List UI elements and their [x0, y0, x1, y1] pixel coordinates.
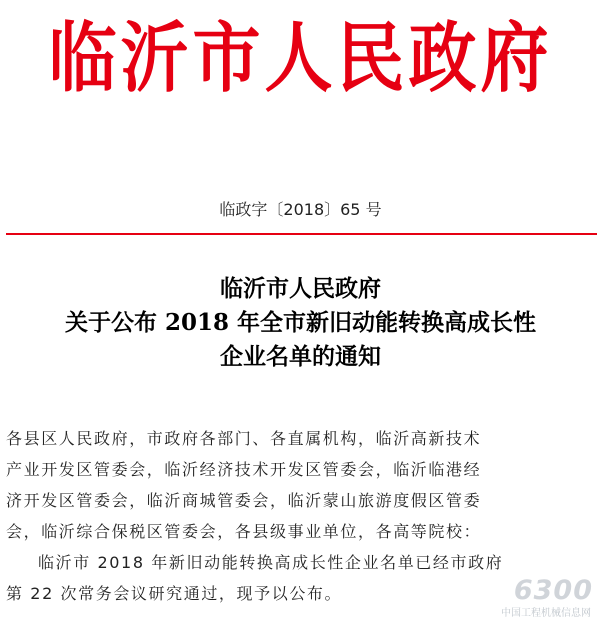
salutation — [6, 423, 598, 547]
title-line-3: 企业名单的通知 — [220, 343, 381, 370]
watermark-number: 6300 — [513, 575, 593, 606]
salutation-line-1: 各县区人民政府，市政府各部门、各直属机构，临沂高新技术 — [6, 429, 482, 448]
title-line-2: 关于公布 2018 年全市新旧动能转换高成长性 — [64, 309, 537, 336]
salutation-line-3: 济开发区管委会，临沂商城管委会，临沂蒙山旅游度假区管委 — [6, 491, 482, 510]
salutation-line-4: 会，临沂综合保税区管委会，各县级事业单位，各高等院校： — [6, 522, 482, 541]
notice-body — [6, 423, 598, 609]
red-divider-line — [6, 233, 597, 235]
body-paragraph — [6, 547, 598, 609]
masthead-title: 临沂市人民政府 — [48, 14, 553, 104]
paragraph-line-1: 临沂市 2018 年新旧动能转换高成长性企业名单已经市政府 — [38, 553, 504, 572]
document-number: 临政字〔2018〕65 号 — [219, 200, 382, 219]
title-line-1: 临沂市人民政府 — [220, 275, 381, 302]
notice-title — [0, 272, 601, 374]
watermark-site-name: 中国工程机械信息网 — [501, 608, 591, 619]
salutation-line-2: 产业开发区管委会，临沂经济技术开发区管委会，临沂临港经 — [6, 460, 482, 479]
paragraph-line-2: 第 22 次常务会议研究通过，现予以公布。 — [6, 584, 343, 603]
